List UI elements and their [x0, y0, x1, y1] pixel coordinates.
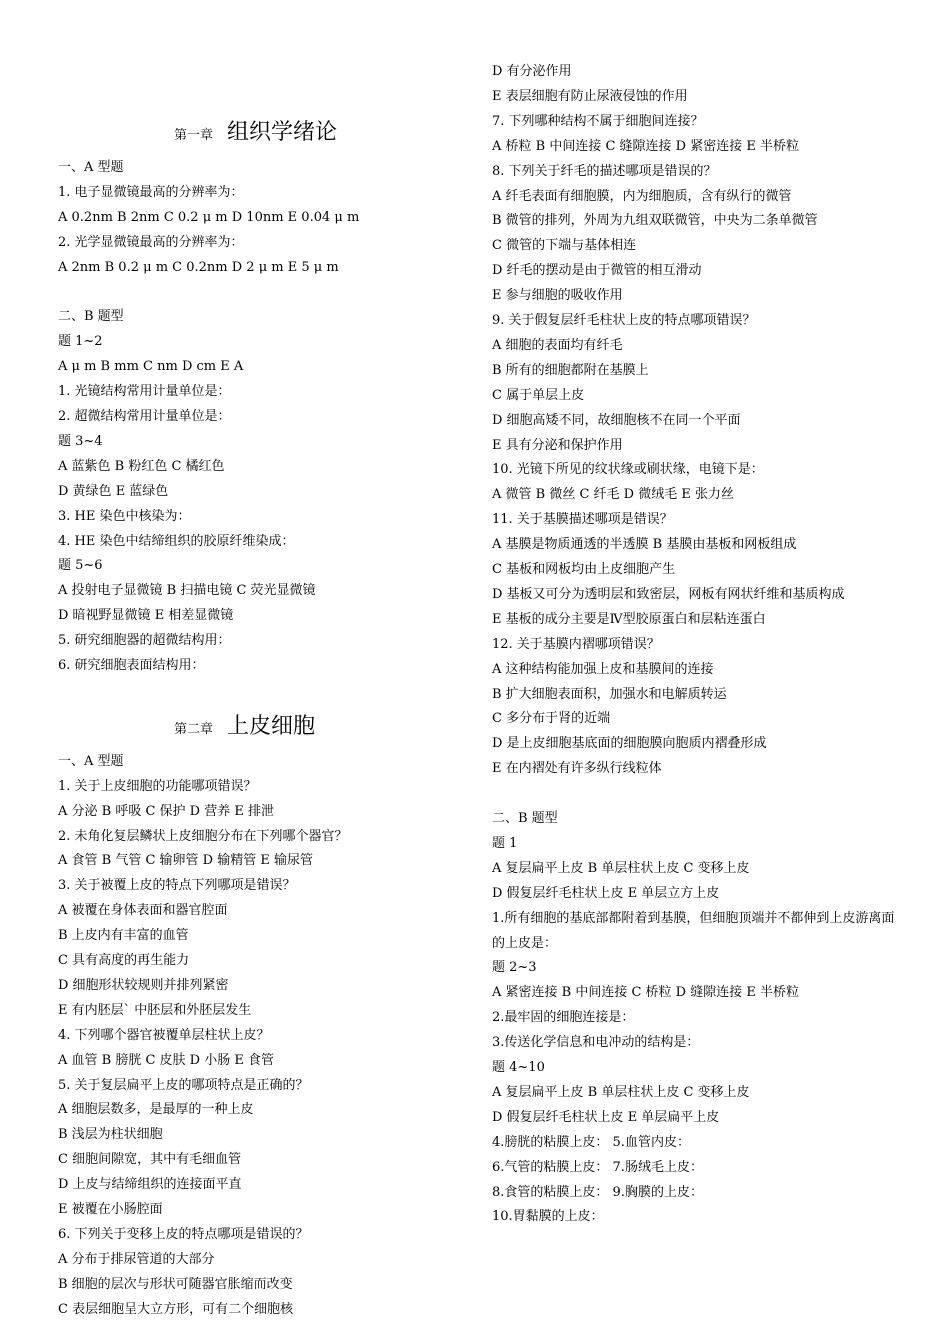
text-line: A 桥粒 B 中间连接 C 缝隙连接 D 紧密连接 E 半桥粒	[492, 138, 799, 154]
text-line: 10. 光镜下所见的纹状缘或刷状缘，电镜下是：	[492, 462, 764, 478]
text-line: A 蓝紫色 B 粉红色 C 橘红色	[58, 458, 225, 474]
text-line: 9. 关于假复层纤毛柱状上皮的特点哪项错误？	[492, 313, 756, 328]
text-line: C 微管的下端与基体相连	[492, 238, 637, 254]
text-line: 10.胃黏膜的上皮：	[492, 1209, 604, 1225]
text-line: A μ m B mm C nm D cm E A	[58, 359, 244, 375]
chapter-title: 组织学绪论	[227, 120, 338, 145]
text-line: 2. 光学显微镜最高的分辨率为：	[58, 234, 244, 250]
text-line: E 有内胚层` 中胚层和外胚层发生	[58, 1002, 252, 1018]
text-line: C 细胞间隙宽，其中有毛细血管	[58, 1152, 242, 1168]
text-line: D 细胞高矮不同，故细胞核不在同一个平面	[492, 412, 741, 428]
text-line: 2. 超微结构常用计量单位是：	[58, 409, 231, 424]
text-line: E 在内褶处有许多纵行线粒体	[492, 761, 662, 777]
text-line: D 上皮与结缔组织的连接面平直	[58, 1177, 242, 1193]
text-line: 3.传送化学信息和电冲动的结构是：	[492, 1035, 700, 1051]
text-line: 4. HE 染色中结缔组织的胶原纤维染成：	[58, 533, 295, 549]
text-line: 12. 关于基膜内褶哪项错误？	[492, 636, 660, 652]
text-line: 题 1	[492, 835, 518, 851]
text-line: A 细胞的表面均有纤毛	[492, 337, 623, 353]
text-line: 8. 下列关于纤毛的描述哪项是错误的？	[492, 163, 717, 179]
text-line: 5. 关于复层扁平上皮的哪项特点是正确的？	[58, 1077, 309, 1093]
text-line: 1. 电子显微镜最高的分辨率为：	[58, 184, 244, 200]
text-line: A 纤毛表面有细胞膜，内为细胞质，含有纵行的微管	[492, 188, 792, 204]
text-line: E 被覆在小肠腔面	[58, 1202, 163, 1217]
text-line: E 具有分泌和保护作用	[492, 437, 623, 453]
text-line: A 食管 B 气管 C 输卵管 D 输精管 E 输尿管	[58, 853, 313, 869]
chapter-number: 第一章	[174, 128, 214, 143]
text-line: 3. 关于被覆上皮的特点下列哪项是错误？	[58, 878, 296, 894]
text-line: 3. HE 染色中核染为：	[58, 508, 191, 524]
text-line: A 血管 B 膀胱 C 皮肤 D 小肠 E 食管	[58, 1052, 274, 1068]
text-line: 6. 下列关于变移上皮的特点哪项是错误的？	[58, 1226, 309, 1242]
chapter-heading	[174, 709, 315, 740]
text-line: B 扩大细胞表面积，加强水和电解质转运	[492, 686, 727, 702]
text-line: A 复层扁平上皮 B 单层柱状上皮 C 变移上皮	[492, 860, 750, 876]
text-line: 1.所有细胞的基底部都附着到基膜，但细胞顶端并不都伸到上皮游离面的上皮是：	[492, 910, 895, 951]
text-line: 4.膀胱的粘膜上皮： 5.血管内皮：	[492, 1134, 690, 1150]
text-line: A 紧密连接 B 中间连接 C 桥粒 D 缝隙连接 E 半桥粒	[492, 985, 799, 1001]
text-line: 11. 关于基膜描述哪项是错误？	[492, 512, 673, 528]
text-line: D 假复层纤毛柱状上皮 E 单层立方上皮	[492, 885, 720, 901]
text-line: A 2nm B 0.2 μ m C 0.2nm D 2 μ m E 5 μ m	[58, 259, 339, 275]
text-line: D 是上皮细胞基底面的细胞膜向胞质内褶叠形成	[492, 736, 767, 752]
text-line: B 上皮内有丰富的血管	[58, 928, 189, 944]
text-line: C 具有高度的再生能力	[58, 953, 190, 968]
text-line: B 浅层为柱状细胞	[58, 1127, 163, 1143]
chapter-number: 第二章	[174, 721, 214, 737]
text-line: A 分布于排尿管道的大部分	[58, 1251, 215, 1267]
text-line: D 纤毛的摆动是由于微管的相互滑动	[492, 263, 702, 279]
text-line: 二、B 题型	[58, 309, 124, 325]
text-line: 2.最牢固的细胞连接是：	[492, 1010, 635, 1026]
text-line: E 表层细胞有防止尿液侵蚀的作用	[492, 88, 688, 104]
text-line: C 基板和网板均由上皮细胞产生	[492, 562, 676, 577]
text-line: 8.食管的粘膜上皮： 9.胸膜的上皮：	[492, 1184, 703, 1200]
text-line: 5. 研究细胞器的超微结构用：	[58, 633, 231, 649]
text-line: A 分泌 B 呼吸 C 保护 D 营养 E 排泄	[58, 803, 274, 819]
text-line: A 复层扁平上皮 B 单层柱状上皮 C 变移上皮	[492, 1084, 750, 1100]
text-line: 题 4~10	[492, 1060, 545, 1075]
text-line: 题 3~4	[58, 433, 103, 449]
text-line: 题 2~3	[492, 960, 537, 976]
text-line: 1. 光镜结构常用计量单位是：	[58, 384, 231, 400]
text-line: A 这种结构能加强上皮和基膜间的连接	[492, 661, 714, 677]
text-line: 6. 研究细胞表面结构用：	[58, 658, 205, 673]
text-line: E 参与细胞的吸收作用	[492, 288, 623, 304]
text-line: D 暗视野显微镜 E 相差显微镜	[58, 608, 234, 624]
text-line: C 多分布于肾的近端	[492, 711, 611, 727]
text-line: 7. 下列哪种结构不属于细胞间连接？	[492, 113, 704, 129]
text-line: D 基板又可分为透明层和致密层，网板有网状纤维和基质构成	[492, 586, 845, 602]
text-line: 题 5~6	[58, 558, 103, 574]
text-line: B 所有的细胞都附在基膜上	[492, 362, 649, 378]
text-line: A 微管 B 微丝 C 纤毛 D 微绒毛 E 张力丝	[492, 487, 734, 503]
text-line: D 假复层纤毛柱状上皮 E 单层扁平上皮	[492, 1109, 720, 1125]
text-line: E 基板的成分主要是Ⅳ型胶原蛋白和层粘连蛋白	[492, 611, 766, 627]
text-line: D 黄绿色 E 蓝绿色	[58, 483, 169, 499]
text-line: C 表层细胞呈大立方形，可有二个细胞核	[58, 1301, 294, 1317]
text-line: 一、A 型题	[58, 160, 124, 175]
text-line: 6.气管的粘膜上皮： 7.肠绒毛上皮：	[492, 1159, 703, 1175]
text-line: A 0.2nm B 2nm C 0.2 μ m D 10nm E 0.04 μ m	[58, 209, 360, 225]
text-line: 4. 下列哪个器官被覆单层柱状上皮？	[58, 1027, 270, 1043]
text-line: B 细胞的层次与形状可随器官胀缩而改变	[58, 1276, 293, 1292]
text-line: A 基膜是物质通透的半透膜 B 基膜由基板和网板组成	[492, 537, 797, 553]
text-line: 一、A 型题	[58, 753, 124, 769]
text-line: D 有分泌作用	[492, 64, 572, 79]
text-line: C 属于单层上皮	[492, 387, 585, 403]
text-line: D 细胞形状较规则并排列紧密	[58, 977, 229, 993]
text-line: B 微管的排列，外周为九组双联微管，中央为二条单微管	[492, 213, 818, 229]
text-line: 2. 未角化复层鳞状上皮细胞分布在下列哪个器官？	[58, 828, 348, 844]
text-line: 1. 关于上皮细胞的功能哪项错误？	[58, 778, 257, 794]
text-line: 题 1~2	[58, 334, 103, 350]
text-line: 二、B 题型	[492, 811, 558, 826]
chapter-title: 上皮细胞	[227, 713, 316, 739]
text-line: A 细胞层数多，是最厚的一种上皮	[58, 1102, 254, 1118]
text-line: A 被覆在身体表面和器官腔面	[58, 903, 228, 919]
text-line: A 投射电子显微镜 B 扫描电镜 C 荧光显微镜	[58, 583, 316, 599]
chapter-heading	[174, 115, 337, 146]
